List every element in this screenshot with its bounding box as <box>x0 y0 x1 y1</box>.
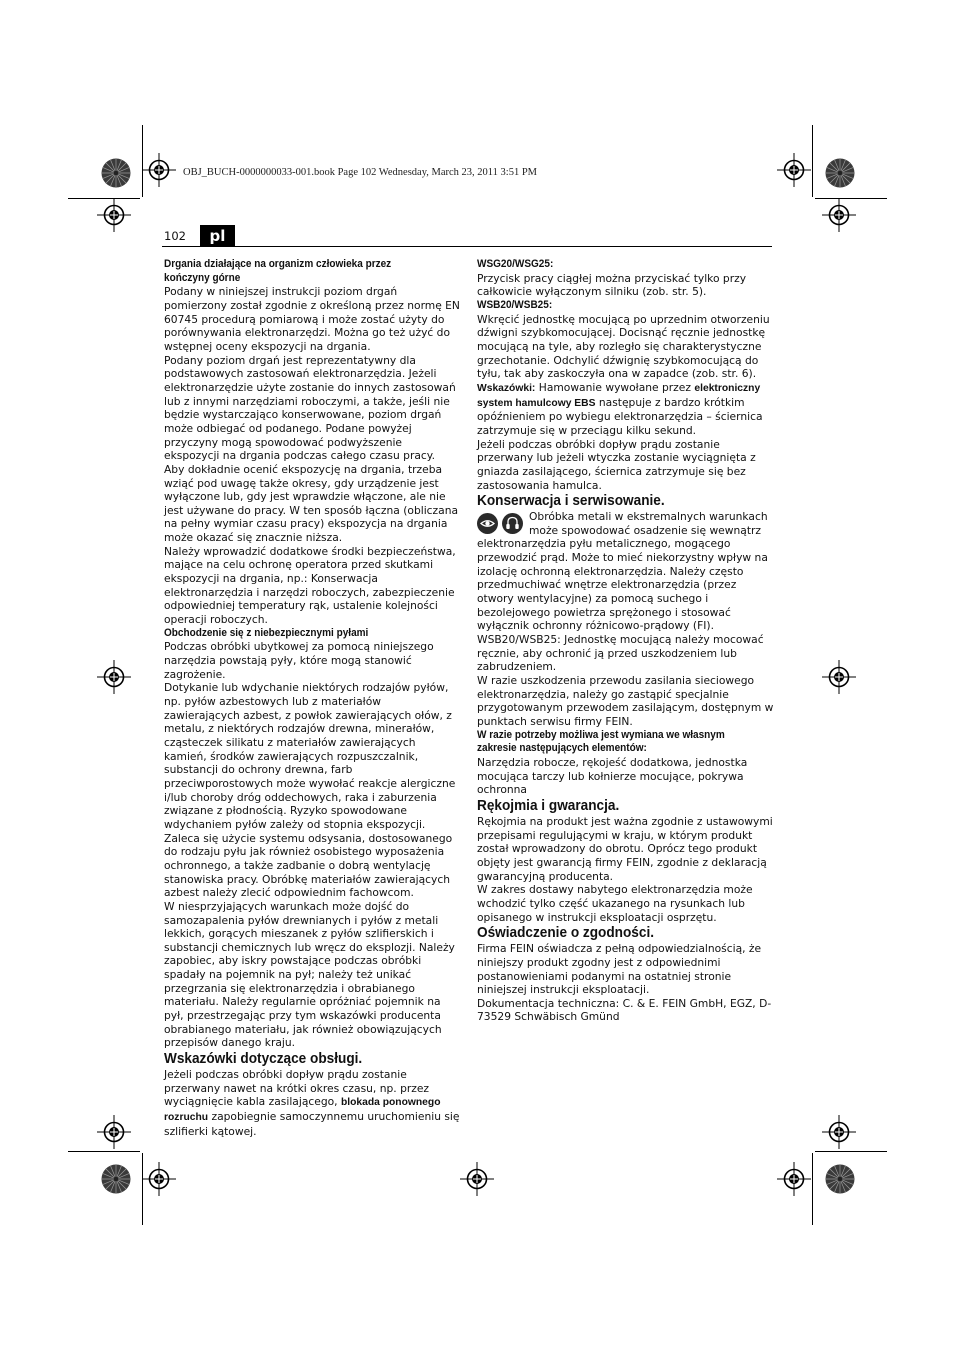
paragraph: Podczas obróbki ubytkowej za pomocą niniejszego narzędzia powstają pyły, które mogą stanowić zagrożenie. <box>164 640 434 681</box>
paragraph: Dokumentacja techniczna: C. & E. FEIN GmbH, EGZ, D-73529 Schwäbisch Gmünd <box>477 996 772 1024</box>
page-number: 102 <box>164 229 186 243</box>
registration-mark-icon <box>777 153 811 187</box>
right-column <box>477 258 775 1024</box>
paragraph: Przycisk pracy ciągłej można przyciskać tylko przy całkowicie wyłączonym silniku (zob. str. 5). <box>477 271 747 299</box>
registration-mark-icon <box>777 1162 811 1196</box>
paragraph: Firma FEIN oświadcza z pełną odpowiedzialnością, że niniejszy produkt zgodny jest z odpowiednimi postanowieniami podanymi na ostatniej stronie niniejszej instrukcji eksploatacji. <box>477 942 762 997</box>
paragraph: W zakres dostawy nabytego elektronarzędzia może wchodzić tylko część ukazanego na rysunkach lub opisanego w instrukcji eksploatacji osprzętu. <box>477 883 753 924</box>
paragraph: Aby dokładnie ocenić ekspozycję na drgania, trzeba wziąć pod uwagę także okresy, gdy urządzenie jest wyłączone lub, gdy jest wprawdzie włączone, ale nie jest używane do pracy. W ten sposób łączna (obliczana na pełny wymiar czasu pracy) ekspozycja na drgania może okazać się znacznie niższa. <box>164 462 459 545</box>
text-run: Jeżeli podczas obróbki dopływ prądu zostanie przerwany nawet na krótki okres czasu, np. przez wyciągnięcie kabla zasilającego, <box>164 1068 430 1109</box>
paragraph: Wkręcić jednostkę mocującą po uprzednim otworzeniu dźwigni szybkomocującej. Docisnąć ręcznie jednostkę mocującą na tyle, aby rozległo się charakterystyczne grzechotanie. Odchylić dźwignię szybkomocującą do tyłu, tak aby zaskoczyła ona w zapadce (zob. str. 6). <box>477 312 770 381</box>
paragraph: WSB20/WSB25: Jednostkę mocującą należy mocować ręcznie, aby ochronić ją przed uszkodzeniem lub zabrudzeniem. <box>477 633 764 674</box>
paragraph: Rękojmia na produkt jest ważna zgodnie z ustawowymi przepisami regulującymi w kraju, w którym produkt został wprowadzony do obrotu. Oprócz tego produkt objęty jest gwarancją firmy FEIN, zgodnie z deklaracją gwarancyjną producenta. <box>477 814 773 883</box>
registration-mark-icon <box>97 1115 131 1149</box>
registration-mark-icon <box>97 660 131 694</box>
crop-mark <box>815 1151 887 1152</box>
paragraph: W razie uszkodzenia przewodu zasilania sieciowego elektronarzędzia, należy go zastąpić specjalnie przygotowanym przewodem zasilającym, dostępnym w punktach serwisu firmy FEIN. <box>477 674 774 728</box>
paragraph: Jeżeli podczas obróbki dopływ prądu zostanie przerwany lub jeżeli wtyczka zostanie wyciągnięta z gniazda zasilającego, ściernica zatrzymuje się bez zastosowania hamulca. <box>477 437 756 492</box>
paragraph: Należy wprowadzić dodatkowe środki bezpieczeństwa, mające na celu ochronę operatora przed skutkami ekspozycji na drgania, np.: Konserwacja elektronarzędzia i narzędzi roboczych, zabezpieczenie odpowiedniej temperatury rąk, ustalenie kolejności operacji roboczych. <box>164 544 456 627</box>
color-rosette-icon <box>825 1164 855 1194</box>
paragraph: Narzędzia robocze, rękojeść dodatkowa, jednostka mocująca tarczy lub kołnierze mocujące, pokrywa ochronna <box>477 755 748 797</box>
registration-mark-icon <box>822 660 856 694</box>
paragraph: W niesprzyjających warunkach może dojść do samozapalenia pyłów drewnianych i pyłów z metali lekkich, gorących mieszanek z pyłów szlifierskich i substancji chemicznych lub wręcz do eksplozji. Należy zapobiec, aby iskry powstające podczas obróbki spadały na pojemnik na pył; należy też unikać przegrzania się elektronarzędzia i obrabianego materiału. Należy regularnie opróżniać pojemnik na pył, przestrzegając przy tym wskazówki producenta obrabianego materiału, jak również obowiązujących przepisów danego kraju. <box>164 899 455 1050</box>
emphasis: elektroniczny system hamulcowy EBS <box>477 382 761 409</box>
paragraph <box>164 1068 460 1138</box>
section-heading: WSG20/WSG25: <box>477 258 554 270</box>
hearing-protection-icon <box>502 513 523 534</box>
registration-mark-icon <box>822 198 856 232</box>
chapter-heading: Rękojmia i gwarancja. <box>477 797 620 814</box>
emphasis: Wskazówki: <box>477 382 536 394</box>
text-run: zapobiegnie samoczynnemu uruchomieniu się szlifierki kątowej. <box>164 1110 460 1138</box>
registration-mark-icon <box>460 1162 494 1196</box>
registration-mark-icon <box>97 198 131 232</box>
paragraph <box>477 381 775 438</box>
registration-mark-icon <box>142 1162 176 1196</box>
text-run: następuje z bardzo krótkim opóźnieniem po wybiegu elektronarzędzia – ściernica zatrzymuje się w przeciągu kilku sekund. <box>477 395 763 437</box>
color-rosette-icon <box>825 158 855 188</box>
section-heading: W razie potrzeby możliwa jest wymiana we własnym zakresie następujących elementów: <box>477 728 725 755</box>
header-rule <box>162 246 772 247</box>
registration-mark-icon <box>822 1115 856 1149</box>
section-heading: Obchodzenie się z niebezpiecznymi pyłami <box>164 626 369 639</box>
chapter-heading: Wskazówki dotyczące obsługi. <box>164 1051 363 1068</box>
crop-mark <box>68 1151 140 1152</box>
paragraph: Dotykanie lub wdychanie niektórych rodzajów pyłów, np. pyłów azbestowych lub z materiałów zawierających azbest, z powłok zawierających ołów, z metalu, z niektórych rodzajów drewna, minerałów, cząsteczek silikatu z materiałów zawierających kamień, środków zawierających rozpuszczalnik, substancji do ochrony drewna, farb przeciwporostowych może wywołać reakcje alergiczne i/lub choroby dróg oddechowych, raka i zaburzenia związane z płodnością. Ryzyko spowodowane wdychaniem pyłów zależy od stopnia ekspozycji. Zaleca się użycie systemu odsysania, dostosowanego do rodzaju pyłu jak również osobistego wyposażenia ochronnego, a także zadbanie o dobrą wentylację stanowiska pracy. Obróbkę materiałów zawierających azbest należy zlecić odpowiednim fachowcom. <box>164 681 456 900</box>
text-run: Hamowanie wywołane przez <box>538 380 691 394</box>
paragraph: Podany w niniejszej instrukcji poziom drgań pomierzony został zgodnie z określoną przez normę EN 60745 procedurą pomiarową i może zostać użyty do porównywania elektronarzędzi. Można go też użyć do wstępnej oceny ekspozycji na drgania. <box>164 285 460 353</box>
language-badge: pl <box>200 225 235 246</box>
color-rosette-icon <box>101 158 131 188</box>
left-column <box>164 258 460 1138</box>
crop-mark <box>812 1153 813 1225</box>
emphasis: blokada ponownego rozruchu <box>164 1097 441 1124</box>
eye-protection-icon <box>477 513 498 534</box>
registration-mark-icon <box>142 153 176 187</box>
chapter-heading: Konserwacja i serwisowanie. <box>477 493 665 510</box>
paragraph: Obróbka metali w ekstremalnych warunkach może spowodować osadzenie się wewnątrz elektronarzędzia pyłu metalicznego, mogącego przewodzić prąd. Może to mieć niekorzystny wpływ na izolację ochronną elektronarzędzia. Należy często przedmuchiwać wnętrze elektronarzędzia (przez otwory wentylacyjne) za pomocą suchego i bezolejowego powietrza sprężonego i stosować wyłącznik ochronny różnicowo-prądowy (FI). <box>477 510 768 633</box>
crop-mark <box>812 125 813 197</box>
paragraph: Podany poziom drgań jest reprezentatywny dla podstawowych zastosowań elektronarzędzia. Jeżeli elektronarzędzie użyte zostanie do innych zastosowań lub z innymi narzędziami roboczymi, a także, jeśli nie będzie wystarczająco konserwowane, poziom drgań może odbiegać od podanego. Podane powyżej przyczyny mogą spowodować podwyższenie ekspozycji na drgania podczas całego czasu pracy. <box>164 353 456 463</box>
chapter-heading: Oświadczenie o zgodności. <box>477 925 655 942</box>
safety-icons <box>477 513 523 534</box>
section-heading: WSB20/WSB25: <box>477 298 553 311</box>
color-rosette-icon <box>101 1164 131 1194</box>
section-heading: Drgania działające na organizm człowieka przez kończyny górne <box>164 258 392 284</box>
print-header: OBJ_BUCH-0000000033-001.book Page 102 Wednesday, March 23, 2011 3:51 PM <box>183 167 537 178</box>
